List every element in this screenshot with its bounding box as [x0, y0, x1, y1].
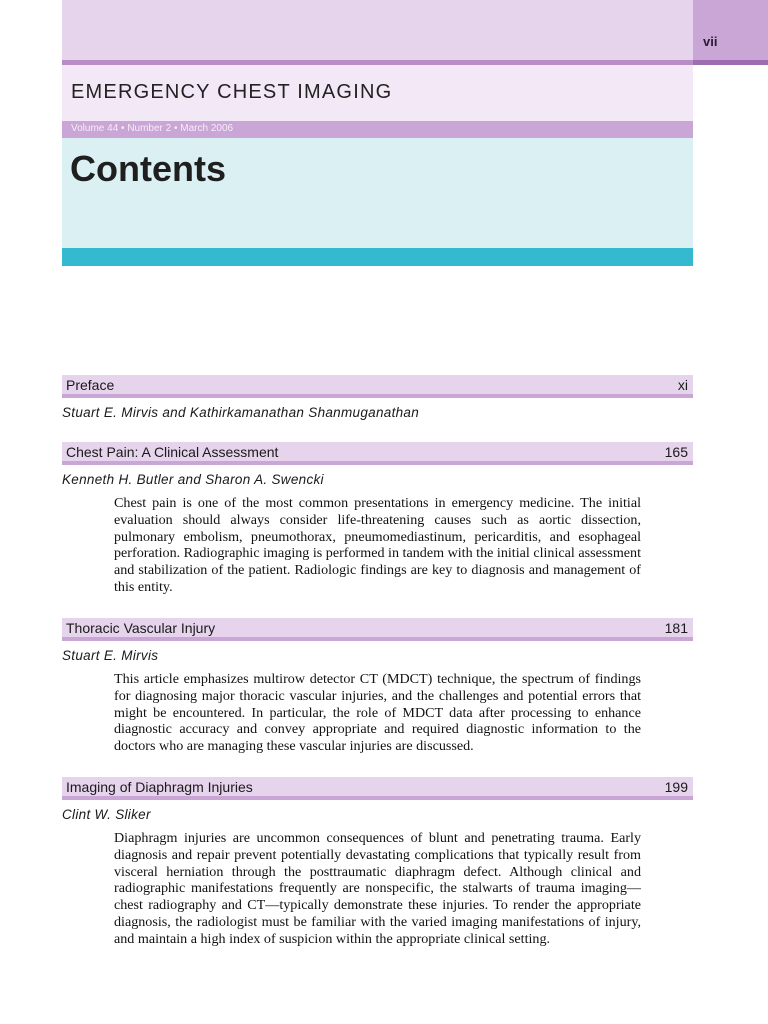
toc-entry-authors: Clint W. Sliker — [62, 807, 151, 822]
volume-info: Volume 44 • Number 2 • March 2006 — [71, 123, 234, 134]
toc-entry-title[interactable]: Preface — [66, 377, 115, 393]
toc-entry-thoracic-vascular — [62, 618, 693, 755]
series-title: EMERGENCY CHEST IMAGING — [71, 81, 393, 103]
header-top-band — [62, 0, 693, 60]
toc-entry-authors: Kenneth H. Butler and Sharon A. Swencki — [62, 472, 324, 487]
toc-entry-title[interactable]: Thoracic Vascular Injury — [66, 620, 216, 636]
teal-accent-bar — [62, 248, 693, 266]
toc-entry-title[interactable]: Imaging of Diaphragm Injuries — [66, 779, 253, 795]
page-number-tab — [693, 0, 768, 60]
toc-entry-authors: Stuart E. Mirvis and Kathirkamanathan Shanmuganathan — [62, 405, 420, 420]
toc-entry-page[interactable]: xi — [677, 377, 688, 393]
toc-entry-chest-pain — [62, 442, 693, 596]
page-number: vii — [703, 34, 718, 49]
toc-entry-abstract: This article emphasizes multirow detector CT (MDCT) technique, the spectrum of findings for diagnosing major thoracic vascular injuries, and the challenges and potential errors that might be encountered. In particular, the role of MDCT data after processing to enhance diagnostic accuracy and convey appropriate and required diagnostic information to the doctors who are managing these vascular injuries are discussed. — [114, 671, 641, 755]
toc-entry-header[interactable] — [62, 618, 693, 641]
toc-entry-header[interactable] — [62, 375, 693, 398]
page-title: Contents — [70, 148, 226, 189]
series-title-band — [62, 65, 693, 121]
toc-entry-diaphragm — [62, 777, 693, 948]
toc-entry-header[interactable] — [62, 777, 693, 800]
toc-entry-page[interactable]: 199 — [664, 779, 688, 795]
toc-entry-title[interactable]: Chest Pain: A Clinical Assessment — [66, 444, 279, 460]
toc-entry-page[interactable]: 165 — [664, 444, 688, 460]
contents-heading-band — [62, 138, 693, 248]
toc-entry-abstract: Chest pain is one of the most common presentations in emergency medicine. The initial evaluation should always consider life-threatening causes such as aortic dissection, pulmonary embolism, pneumothorax, pneumomediastinum, pericarditis, and esophageal perforation. Radiographic imaging is performed in tandem with the initial clinical assessment and stabilization of the patient. Radiologic findings are key to diagnosis and management of this entity. — [114, 495, 641, 595]
toc-entry-authors: Stuart E. Mirvis — [62, 648, 159, 663]
toc-entry-page[interactable]: 181 — [664, 620, 688, 636]
toc-entry-preface — [62, 375, 693, 420]
toc-entry-header[interactable] — [62, 442, 693, 465]
toc-entry-abstract: Diaphragm injuries are uncommon consequences of blunt and penetrating trauma. Early diagnosis and repair prevent potentially devastating complications that typically result from visceral herniation through the posttraumatic diaphragm defect. Although clinical and radiographic manifestations frequently are nonspecific, the stalwarts of trauma imaging—chest radiography and CT—typically demonstrate these injuries. To render the appropriate diagnosis, the radiologist must be familiar with the varied imaging manifestations of injury, and maintain a high index of suspicion within the appropriate clinical setting. — [114, 830, 641, 947]
volume-band — [62, 121, 693, 138]
